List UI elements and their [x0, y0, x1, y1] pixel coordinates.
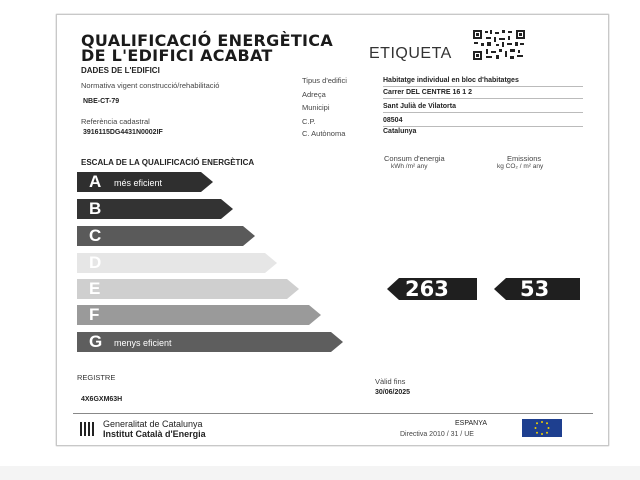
consumption-indicator	[387, 278, 477, 300]
class-b-bar	[77, 199, 233, 219]
class-g-text: menys eficient	[114, 338, 172, 348]
class-c-letter: C	[89, 226, 102, 245]
eu-flag-icon	[522, 419, 562, 437]
building-data-heading: DADES DE L'EDIFICI	[81, 66, 160, 75]
region-label: C. Autònoma	[302, 129, 346, 138]
scale-heading: ESCALA DE LA QUALIFICACIÓ ENERGÈTICA	[81, 158, 255, 167]
class-f-bar	[77, 305, 321, 325]
class-d-bar	[77, 253, 277, 273]
cadastral-value: 3916115DG4431N0002IF	[83, 129, 163, 136]
regulation-value: NBE-CT-79	[83, 98, 120, 105]
region-value: Catalunya	[383, 128, 417, 135]
address-value: Carrer DEL CENTRE 16 1 2	[383, 89, 472, 96]
footer-divider	[73, 413, 593, 414]
class-b-letter: B	[89, 199, 102, 218]
emissions-value: 53	[520, 277, 550, 301]
class-c-bar	[77, 226, 255, 246]
class-a-bar	[77, 172, 213, 192]
org-line-2: Institut Català d'Energia	[103, 429, 206, 439]
building-type-label: Tipus d'edifici	[302, 76, 347, 85]
consumption-unit: kWh /m² any	[391, 163, 428, 170]
regulation-label: Normativa vigent construcció/rehabilitació	[81, 81, 220, 90]
divider	[383, 86, 583, 87]
divider	[383, 126, 583, 127]
consumption-label: Consum d'energia	[384, 154, 445, 163]
divider	[383, 112, 583, 113]
title-line-1: QUALIFICACIÓ ENERGÈTICA	[81, 31, 334, 50]
class-g-bar	[77, 332, 343, 352]
consumption-value: 263	[405, 277, 449, 301]
building-type-value: Habitatge individual en bloc d'habitatges	[383, 77, 519, 84]
emissions-label: Emissions	[507, 154, 542, 163]
class-e-letter: E	[89, 279, 101, 298]
directive-label: Directiva 2010 / 31 / UE	[400, 431, 474, 438]
label-heading: ETIQUETA	[369, 45, 452, 62]
address-label: Adreça	[302, 90, 326, 99]
class-g-letter: G	[89, 332, 103, 351]
class-d-letter: D	[89, 253, 102, 272]
registry-value: 4X6GXM63H	[81, 396, 123, 403]
municipality-label: Municipi	[302, 103, 330, 112]
class-e-arrow-shape	[77, 279, 299, 299]
emissions-unit: kg CO₂ / m² any	[497, 163, 544, 170]
municipality-value: Sant Julià de Vilatorta	[383, 103, 457, 110]
class-c-arrow-shape	[77, 226, 255, 246]
country-label: ESPANYA	[455, 420, 488, 427]
generalitat-logo-icon	[79, 421, 97, 437]
divider	[383, 98, 583, 99]
registry-label: REGISTRE	[77, 373, 116, 382]
postal-code-value: 08504	[383, 117, 403, 124]
title-line-2: DE L'EDIFICI ACABAT	[81, 46, 273, 65]
valid-until-label: Vàlid fins	[375, 377, 406, 386]
class-a-text: més eficient	[114, 178, 163, 188]
class-d-arrow-shape	[77, 253, 277, 273]
postal-code-label: C.P.	[302, 117, 316, 126]
qr-code-icon	[472, 29, 526, 61]
class-a-letter: A	[89, 172, 102, 191]
class-e-bar	[77, 279, 299, 299]
class-f-arrow-shape	[77, 305, 321, 325]
scan-background	[0, 466, 640, 480]
emissions-indicator	[494, 278, 580, 300]
cadastral-label: Referència cadastral	[81, 117, 150, 126]
class-f-letter: F	[89, 305, 100, 324]
energy-certificate-label	[56, 14, 609, 446]
org-line-1: Generalitat de Catalunya	[103, 419, 203, 429]
valid-until-value: 30/06/2025	[375, 389, 411, 396]
